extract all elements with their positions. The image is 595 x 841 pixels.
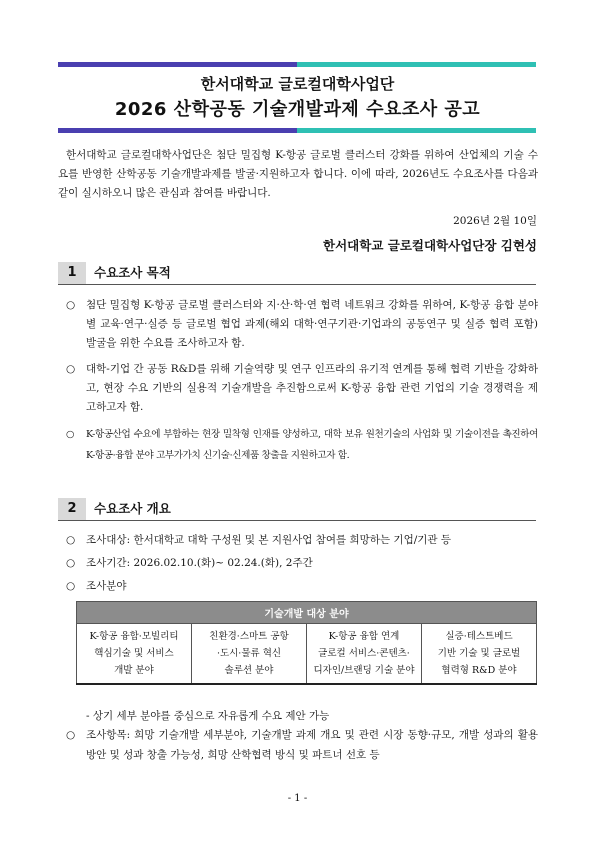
table-cell xyxy=(77,624,192,684)
list-item xyxy=(58,296,538,353)
section-2-bullets xyxy=(58,530,538,599)
cell-line: 기반 기술 및 글로벌 xyxy=(437,647,521,659)
section-title: 수요조사 목적 xyxy=(94,265,171,280)
section-1-heading xyxy=(58,262,536,284)
title-bottom-bar-left xyxy=(58,128,297,133)
section-1-bullets xyxy=(58,296,538,473)
title-top-bar-left xyxy=(58,62,297,67)
title-bottom-bar xyxy=(58,128,536,133)
table-note: - 상기 세부 분야를 중심으로 자유롭게 수요 제안 가능 xyxy=(86,710,330,722)
cell-line: 글로컬 서비스·콘텐츠· xyxy=(318,647,410,659)
title-bottom-bar-right xyxy=(297,128,536,133)
bullet-text: 조사대상: 한서대학교 대학 구성원 및 본 지원사업 참여를 희망하는 기업/기관 등 xyxy=(86,534,452,546)
bullet-mark: ○ xyxy=(66,363,76,375)
section-number: 2 xyxy=(58,498,86,520)
bullet-mark: ○ xyxy=(66,580,76,592)
table-cell xyxy=(422,624,537,684)
bullet-mark: ○ xyxy=(66,729,76,741)
list-item xyxy=(58,576,538,596)
bullet-mark: ○ xyxy=(66,299,76,311)
section-divider xyxy=(58,284,536,285)
table-header: 기술개발 대상 분야 xyxy=(77,602,537,624)
intro-paragraph: 한서대학교 글로컬대학사업단은 첨단 밀집형 K-항공 글로벌 클러스터 강화를 위하여 산업체의 기술 수요를 반영한 산학공동 기술개발과제를 발굴·지원하고자 합니다. 이에 따라, 2026년도 수요조사를 다음과 같이 실시하오니 많은 관심과 참여를 바랍니다. xyxy=(58,149,538,199)
table-row xyxy=(77,624,537,684)
list-item xyxy=(58,725,538,765)
bullet-mark: ○ xyxy=(66,557,76,569)
bullet-text: 조사항목: 희망 기술개발 세부분야, 기술개발 과제 개요 및 관련 시장 동향·규모, 개발 성과의 활용 방안 및 성과 창출 가능성, 희망 산학협력 방식 및 파트너 선호 등 xyxy=(86,729,538,761)
cell-line: K-항공 융합 연계 xyxy=(328,630,400,642)
title-top-bar-right xyxy=(297,62,536,67)
table-cell xyxy=(192,624,307,684)
bullet-mark: ○ xyxy=(66,429,74,440)
section-divider xyxy=(58,520,536,521)
survey-items-bullet xyxy=(58,725,538,765)
table-cell xyxy=(307,624,422,684)
list-item xyxy=(58,530,538,550)
cell-line: ·도시·물류 혁신 xyxy=(216,647,282,659)
section-2-heading xyxy=(58,498,536,520)
cell-line: 디자인/브랜딩 기술 분야 xyxy=(313,664,415,676)
announcement-date: 2026년 2월 10일 xyxy=(453,215,537,227)
cell-line: 협력형 R&D 분야 xyxy=(441,664,517,676)
cell-line: 친환경·스마트 공항 xyxy=(209,630,289,642)
bullet-mark: ○ xyxy=(66,534,76,546)
page-number: - 1 - xyxy=(287,793,308,804)
org-title: 한서대학교 글로컬대학사업단 xyxy=(200,75,395,93)
list-item xyxy=(58,360,538,417)
bullet-text: K-항공산업 수요에 부합하는 현장 밀착형 인재를 양성하고, 대학 보유 원천기술의 사업화 및 기술이전을 촉진하여 K-항공·융합 분야 고부가가치 신기술·신제품 창출을 지원하고자 함. xyxy=(86,429,538,461)
bullet-text: 조사분야 xyxy=(86,580,127,592)
title-top-bar xyxy=(58,62,536,67)
cell-line: K-항공 융합·모빌리티 xyxy=(89,630,179,642)
cell-line: 솔루션 분야 xyxy=(224,664,274,676)
list-item xyxy=(58,553,538,573)
cell-line: 개발 분야 xyxy=(114,664,154,676)
bullet-text: 조사기간: 2026.02.10.(화)~ 02.24.(화), 2주간 xyxy=(86,557,313,569)
table-header-row xyxy=(77,602,537,624)
cell-line: 핵심기술 및 서비스 xyxy=(94,647,174,659)
cell-line: 실증·테스트베드 xyxy=(445,630,513,642)
signer: 한서대학교 글로컬대학사업단장 김현성 xyxy=(323,238,537,253)
tech-field-table xyxy=(76,601,537,685)
list-item xyxy=(58,424,538,466)
section-number: 1 xyxy=(58,262,86,284)
bullet-text: 첨단 밀집형 K-항공 글로벌 클러스터와 지·산·학·연 협력 네트워크 강화를 위하여, K-항공 융합 분야별 교육·연구·실증 등 글로벌 협업 과제(해외 대학·연구기관·기업과의 공동연구 및 실증 협력 포함) 발굴을 위한 수요를 조사하고자 함. xyxy=(86,299,538,349)
page-title: 2026 산학공동 기술개발과제 수요조사 공고 xyxy=(114,99,481,120)
section-title: 수요조사 개요 xyxy=(94,501,171,516)
bullet-text: 대학-기업 간 공동 R&D를 위해 기술역량 및 연구 인프라의 유기적 연계를 통해 협력 기반을 강화하고, 현장 수요 기반의 실용적 기술개발을 추진함으로써 K-항공 융합 관련 기업의 기술 경쟁력을 제고하고자 함. xyxy=(86,363,538,413)
